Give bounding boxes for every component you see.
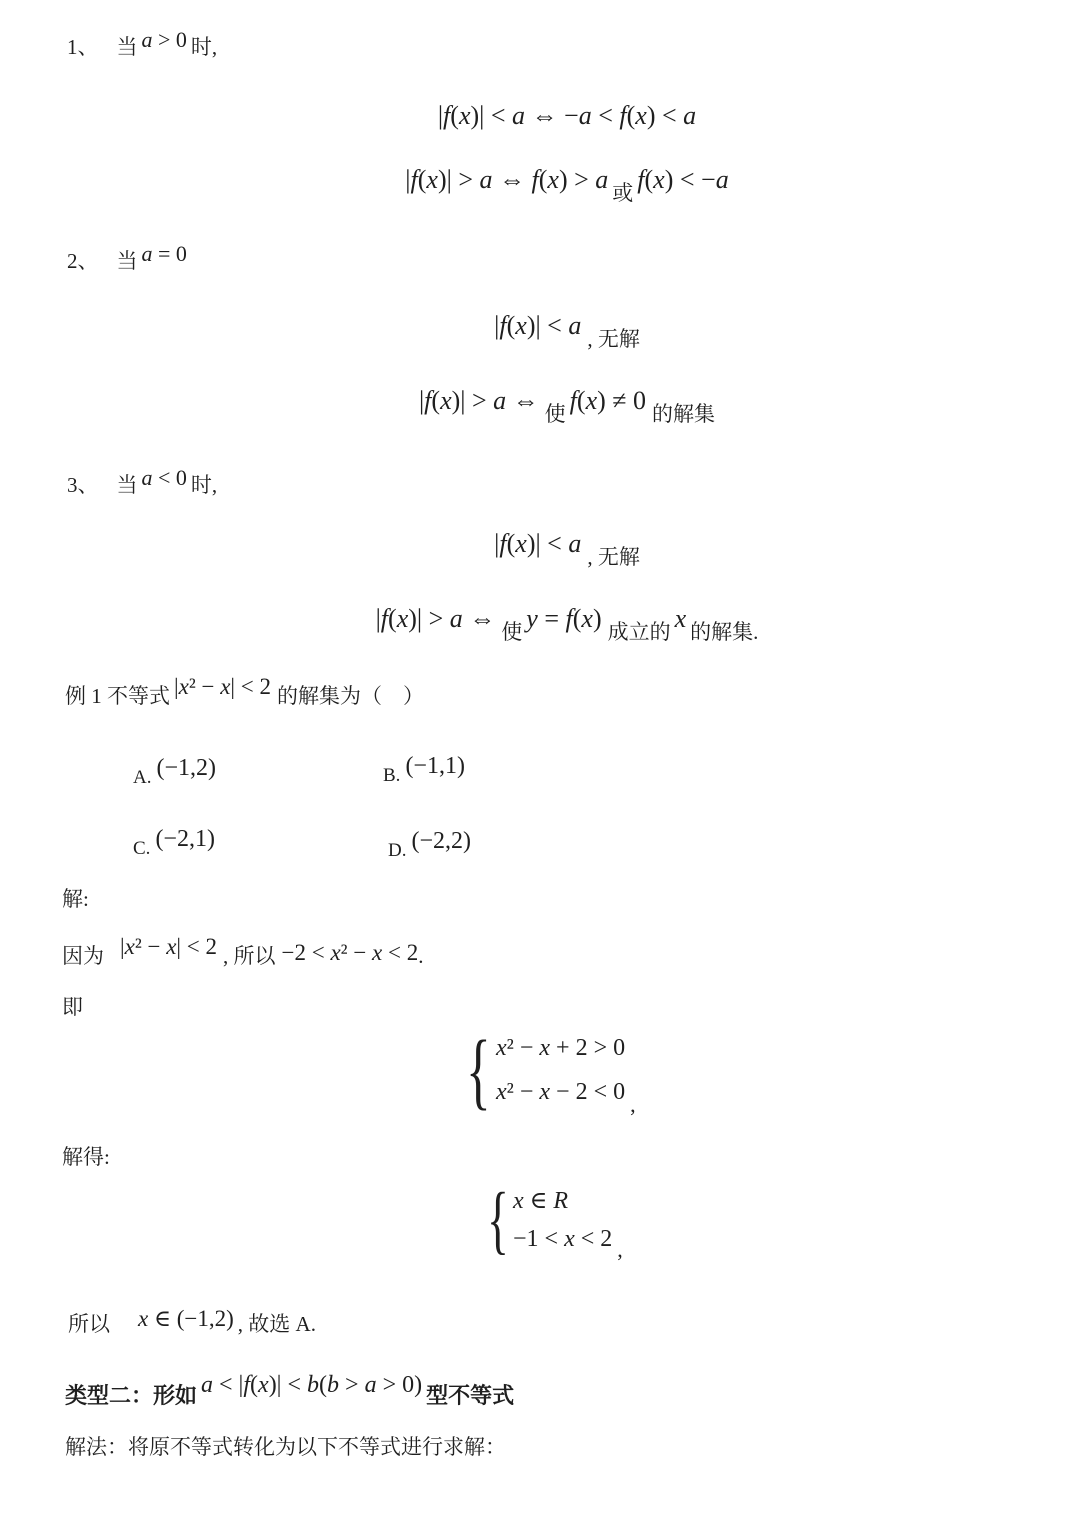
solution-conclusion [68,1304,316,1338]
so-text: 所以 [68,1312,110,1336]
trailing-comma: , [630,1092,636,1118]
formula-math: |f(x)| < a [494,311,582,340]
left-brace: { [466,1022,491,1118]
formula-abs-greater-positive [0,163,1080,207]
option-d-value: (−2,2) [411,828,472,854]
case-1-number: 1、 [67,35,99,59]
formula-math: |f(x)| > a ⇔ f(x) > a [405,165,609,194]
option-d [388,826,471,864]
system-rows [496,1036,625,1105]
formula-math: |f(x)| < a [494,529,582,558]
case-2-number: 2、 [67,249,99,273]
no-solution-text: , 无解 [587,327,640,351]
option-a [133,753,216,791]
option-b-value: (−1,1) [405,753,465,779]
solution-step-1 [62,932,424,970]
case-2-condition-math: a = 0 [141,241,187,266]
formula-abs-greater-zero [0,384,1080,428]
case-1-post: 时, [190,35,218,59]
type-2-heading [65,1370,514,1411]
case-3-line [67,464,217,499]
that-is-text: 即 [62,995,83,1019]
system-row: −1 < x < 2 [513,1225,613,1252]
option-c-label: C. [133,838,151,859]
step-1-math-1: |x² − x| < 2 [120,934,217,959]
option-a-value: (−1,2) [156,755,217,781]
formula-math: |f(x)| > a ⇔ [418,386,539,415]
solution-set-text: 的解集 [652,402,716,426]
solution-label [62,886,89,913]
formula-abs-less-positive [0,99,1080,133]
option-d-label: D. [388,840,407,861]
period: . [418,944,424,968]
solve-label-text: 解得: [62,1145,110,1169]
option-c [133,824,215,862]
system-rows [513,1189,612,1252]
conclusion-math: x ∈ (−1,2) [138,1306,234,1331]
trailing-comma: , [617,1237,623,1263]
case-2-line [67,240,187,275]
left-brace: { [487,1178,509,1262]
solution-label-text: 解: [62,887,89,911]
case-3-condition-math: a < 0 [141,465,187,490]
formula-abs-less-zero [0,309,1080,353]
type-2-heading-prefix: 类型二：形如 [65,1383,198,1408]
option-c-value: (−2,1) [155,826,215,852]
system-row: x ∈ R [513,1187,569,1214]
therefore-text: , 所以 [223,944,276,968]
type-2-heading-suffix: 型不等式 [426,1383,515,1408]
case-1-condition-math: a > 0 [141,27,187,52]
example-1-label: 例 1 不等式 [65,684,170,708]
that-is-label [62,994,83,1021]
example-1-math: |x² − x| < 2 [174,674,271,699]
formula-abs-less-negative [0,527,1080,571]
case-3-number: 3、 [67,473,99,497]
solve-label [62,1144,110,1171]
formula-math: f(x) < −a [637,165,729,194]
example-1-post: 的解集为（ ） [277,684,424,708]
answer-text: , 故选 A. [237,1312,316,1336]
case-2-pre: 当 [116,249,138,273]
or-word: 或 [612,181,634,205]
shi-word: 使 [544,402,566,426]
cheng-li-de-text: 成立的 [607,620,671,644]
no-solution-text: , 无解 [587,545,640,569]
shi-word: 使 [501,620,523,644]
option-b-label: B. [383,765,401,786]
option-a-label: A. [133,767,152,788]
formula-math: y = f(x) [526,604,602,633]
case-1-pre: 当 [116,35,138,59]
system-row: x² − x + 2 > 0 [496,1035,626,1061]
solution-set-text: 的解集. [690,620,759,644]
type-2-method-text: 解法：将原不等式转化为以下不等式进行求解： [65,1435,506,1459]
type-2-method-line [65,1434,506,1461]
because-text: 因为 [62,944,104,968]
inequality-system-2 [487,1178,623,1263]
formula-math: x [674,604,687,633]
formula-abs-greater-negative [0,602,1080,646]
case-3-pre: 当 [116,473,138,497]
formula-math: |f(x)| < a ⇔ −a < f(x) < a [437,101,697,130]
type-2-heading-math: a < |f(x)| < b(b > a > 0) [201,1372,423,1398]
case-3-post: 时, [190,473,218,497]
step-1-math-2: −2 < x² − x < 2 [281,940,419,965]
example-1-question [65,672,424,710]
option-b [383,751,465,789]
case-1-line [67,26,217,61]
formula-math: |f(x)| > a ⇔ [375,604,496,633]
system-row: x² − x − 2 < 0 [496,1079,626,1106]
formula-math: f(x) ≠ 0 [569,386,647,415]
inequality-system-1 [466,1022,636,1118]
